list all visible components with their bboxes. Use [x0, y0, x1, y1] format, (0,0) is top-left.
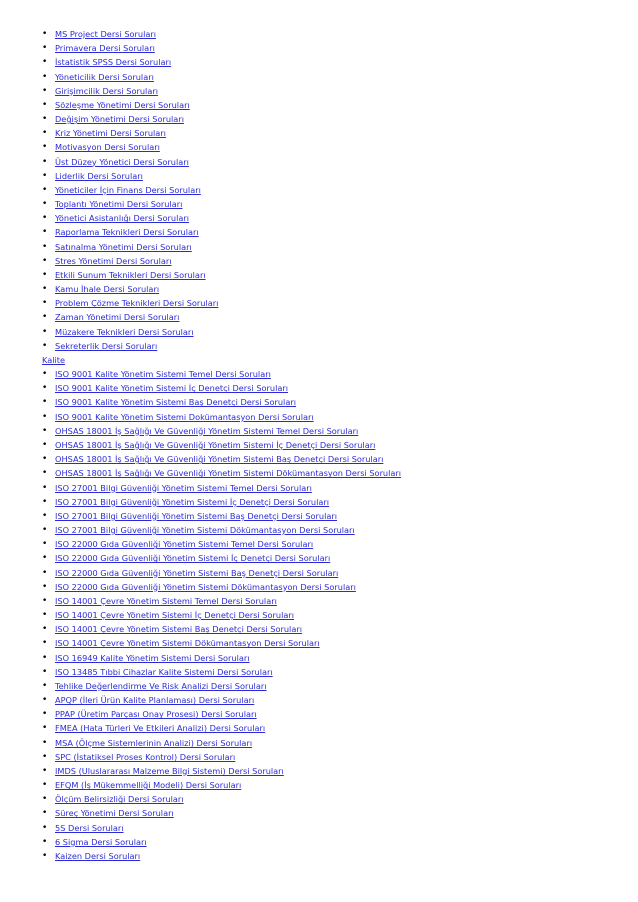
course-link[interactable]: ISO 22000 Gıda Güvenliği Yönetim Sistemi Dökümantasyon Dersi Soruları: [55, 581, 356, 592]
list-item: [42, 254, 638, 268]
course-link[interactable]: ISO 14001 Çevre Yönetim Sistemi Temel Dersi Soruları: [55, 595, 277, 606]
list-item: [42, 27, 638, 41]
list-item: [42, 509, 638, 523]
list-item: [42, 665, 638, 679]
course-link[interactable]: Liderlik Dersi Soruları: [55, 170, 143, 181]
course-link[interactable]: ISO 9001 Kalite Yönetim Sistemi Baş Denetçi Dersi Soruları: [55, 397, 296, 408]
course-link[interactable]: Sözleşme Yönetimi Dersi Soruları: [55, 99, 190, 110]
course-link[interactable]: FMEA (Hata Türleri Ve Etkileri Analizi) Dersi Soruları: [55, 723, 266, 734]
course-link[interactable]: ISO 27001 Bilgi Güvenliği Yönetim Sistemi Baş Denetçi Dersi Soruları: [55, 510, 338, 521]
list-item: [42, 495, 638, 509]
list-item: [42, 55, 638, 69]
list-item: [42, 98, 638, 112]
course-link[interactable]: Sekreterlik Dersi Soruları: [55, 340, 158, 351]
list-item: [42, 225, 638, 239]
list-item: [42, 566, 638, 580]
course-link[interactable]: ISO 22000 Gıda Güvenliği Yönetim Sistemi İç Denetçi Dersi Soruları: [55, 553, 331, 564]
course-link[interactable]: Kaizen Dersi Soruları: [55, 850, 141, 861]
list-item: [42, 693, 638, 707]
list-item: [42, 367, 638, 381]
list-item: [42, 622, 638, 636]
course-link[interactable]: Yöneticilik Dersi Soruları: [55, 71, 154, 82]
list-item: [42, 764, 638, 778]
list-item: [42, 594, 638, 608]
course-link[interactable]: Üst Düzey Yönetici Dersi Soruları: [55, 156, 189, 167]
list-item: [42, 792, 638, 806]
list-item: [42, 806, 638, 820]
list-item: [42, 41, 638, 55]
course-link[interactable]: PPAP (Üretim Parçası Onay Prosesi) Dersi Soruları: [55, 709, 257, 720]
list-item: [42, 140, 638, 154]
course-link[interactable]: Yönetici Asistanlığı Dersi Soruları: [55, 213, 190, 224]
course-link-list-quality: [42, 367, 638, 863]
course-link[interactable]: ISO 16949 Kalite Yönetim Sistemi Dersi Soruları: [55, 652, 250, 663]
list-item: [42, 481, 638, 495]
course-link[interactable]: APQP (İleri Ürün Kalite Planlaması) Dersi Soruları: [55, 695, 255, 706]
course-link[interactable]: Etkili Sunum Teknikleri Dersi Soruları: [55, 269, 206, 280]
course-link[interactable]: OHSAS 18001 İş Sağlığı Ve Güvenliği Yönetim Sistemi İç Denetçi Dersi Soruları: [55, 439, 376, 450]
course-link[interactable]: OHSAS 18001 İş Sağlığı Ve Güvenliği Yönetim Sistemi Dökümantasyon Dersi Soruları: [55, 468, 402, 479]
course-link[interactable]: Ölçüm Belirsizliği Dersi Soruları: [55, 794, 184, 805]
list-item: [42, 580, 638, 594]
list-item: [42, 721, 638, 735]
list-item: [42, 395, 638, 409]
list-item: [42, 736, 638, 750]
list-item: [42, 551, 638, 565]
course-link[interactable]: ISO 9001 Kalite Yönetim Sistemi Dokümantasyon Dersi Soruları: [55, 411, 314, 422]
course-link[interactable]: IMDS (Uluslararası Malzeme Bilgi Sistemi) Dersi Soruları: [55, 765, 284, 776]
course-link[interactable]: EFQM (İş Mükemmelliği Modeli) Dersi Soruları: [55, 780, 242, 791]
course-link[interactable]: İstatistik SPSS Dersi Soruları: [55, 57, 172, 68]
list-item: [42, 112, 638, 126]
course-link-list-management: [42, 27, 638, 353]
list-item: [42, 466, 638, 480]
course-link[interactable]: Motivasyon Dersi Soruları: [55, 142, 160, 153]
course-link[interactable]: Primavera Dersi Soruları: [55, 43, 155, 54]
course-link[interactable]: ISO 14001 Çevre Yönetim Sistemi Dökümantasyon Dersi Soruları: [55, 638, 320, 649]
list-item: [42, 169, 638, 183]
list-item: [42, 296, 638, 310]
list-item: [42, 381, 638, 395]
course-link[interactable]: Değişim Yönetimi Dersi Soruları: [55, 114, 184, 125]
course-link[interactable]: Raporlama Teknikleri Dersi Soruları: [55, 227, 199, 238]
list-item: [42, 651, 638, 665]
list-item: [42, 126, 638, 140]
section-heading-kalite[interactable]: [42, 353, 638, 367]
course-link[interactable]: ISO 27001 Bilgi Güvenliği Yönetim Sistemi İç Denetçi Dersi Soruları: [55, 496, 330, 507]
list-item: [42, 325, 638, 339]
list-item: [42, 821, 638, 835]
course-link[interactable]: Müzakere Teknikleri Dersi Soruları: [55, 326, 194, 337]
course-link[interactable]: SPC (İstatiksel Proses Kontrol) Dersi Soruları: [55, 751, 236, 762]
list-item: [42, 608, 638, 622]
course-link[interactable]: Süreç Yönetimi Dersi Soruları: [55, 808, 174, 819]
course-link[interactable]: ISO 13485 Tıbbi Cihazlar Kalite Sistemi Dersi Soruları: [55, 666, 273, 677]
course-link[interactable]: Girişimcilik Dersi Soruları: [55, 85, 158, 96]
course-link[interactable]: Toplantı Yönetimi Dersi Soruları: [55, 199, 183, 210]
list-item: [42, 84, 638, 98]
list-item: [42, 155, 638, 169]
list-item: [42, 679, 638, 693]
course-link[interactable]: ISO 22000 Gıda Güvenliği Yönetim Sistemi Baş Denetçi Dersi Soruları: [55, 567, 339, 578]
list-item: [42, 268, 638, 282]
course-link[interactable]: Yöneticiler İçin Finans Dersi Soruları: [55, 184, 201, 195]
course-link[interactable]: MSA (Ölçme Sistemlerinin Analizi) Dersi Soruları: [55, 737, 253, 748]
list-item: [42, 438, 638, 452]
course-link[interactable]: Stres Yönetimi Dersi Soruları: [55, 255, 172, 266]
course-link[interactable]: OHSAS 18001 İş Sağlığı Ve Güvenliği Yönetim Sistemi Baş Denetçi Dersi Soruları: [55, 454, 384, 465]
course-link[interactable]: Kamu İhale Dersi Soruları: [55, 284, 160, 295]
list-item: [42, 211, 638, 225]
list-item: [42, 410, 638, 424]
list-item: [42, 70, 638, 84]
list-item: [42, 197, 638, 211]
list-item: [42, 282, 638, 296]
list-item: [42, 778, 638, 792]
course-link[interactable]: Problem Çözme Teknikleri Dersi Soruları: [55, 298, 219, 309]
course-link[interactable]: Tehlike Değerlendirme Ve Risk Analizi Dersi Soruları: [55, 680, 267, 691]
course-link[interactable]: ISO 14001 Çevre Yönetim Sistemi İç Denetçi Dersi Soruları: [55, 610, 295, 621]
list-item: [42, 452, 638, 466]
list-item: [42, 523, 638, 537]
list-item: [42, 707, 638, 721]
list-item: [42, 310, 638, 324]
list-item: [42, 183, 638, 197]
course-link[interactable]: ISO 22000 Gıda Güvenliği Yönetim Sistemi Temel Dersi Soruları: [55, 539, 314, 550]
course-link[interactable]: ISO 14001 Çevre Yönetim Sistemi Baş Denetçi Dersi Soruları: [55, 624, 302, 635]
list-item: [42, 424, 638, 438]
list-item: [42, 849, 638, 863]
course-link[interactable]: ISO 27001 Bilgi Güvenliği Yönetim Sistemi Dökümantasyon Dersi Soruları: [55, 525, 355, 536]
course-link[interactable]: ISO 9001 Kalite Yönetim Sistemi İç Denetçi Dersi Soruları: [55, 383, 289, 394]
course-link[interactable]: OHSAS 18001 İş Sağlığı Ve Güvenliği Yönetim Sistemi Temel Dersi Soruları: [55, 425, 359, 436]
course-link[interactable]: Satınalma Yönetimi Dersi Soruları: [55, 241, 192, 252]
course-link[interactable]: 6 Sigma Dersi Soruları: [55, 836, 147, 847]
list-item: [42, 537, 638, 551]
course-link[interactable]: Zaman Yönetimi Dersi Soruları: [55, 312, 180, 323]
list-item: [42, 636, 638, 650]
list-item: [42, 750, 638, 764]
course-link[interactable]: MS Project Dersi Soruları: [55, 29, 157, 39]
course-link[interactable]: ISO 27001 Bilgi Güvenliği Yönetim Sistemi Temel Dersi Soruları: [55, 482, 312, 493]
list-item: [42, 339, 638, 353]
list-item: [42, 835, 638, 849]
course-link[interactable]: ISO 9001 Kalite Yönetim Sistemi Temel Dersi Soruları: [55, 369, 271, 380]
course-link[interactable]: Kriz Yönetimi Dersi Soruları: [55, 128, 166, 139]
kalite-heading-link[interactable]: Kalite: [42, 354, 66, 365]
list-item: [42, 240, 638, 254]
course-link[interactable]: 5S Dersi Soruları: [55, 822, 124, 833]
